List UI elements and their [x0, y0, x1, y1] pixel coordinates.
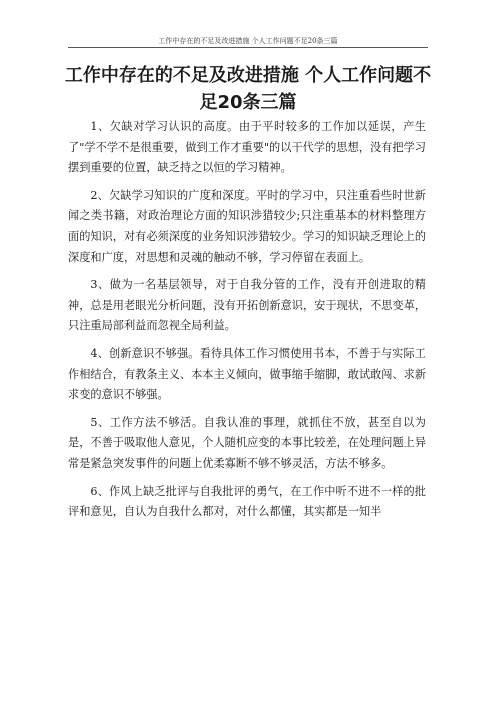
document-body — [68, 117, 426, 530]
paragraph-1: 1、欠缺对学习认识的高度。由于平时较多的工作加以延误，产生了"学不学不是很重要，做到工作才重要"的以干代学的思想，没有把学习摆到重要的位置，缺乏持之以恒的学习精神。 — [68, 120, 426, 175]
paragraph-4: 4、创新意识不够强。看待具体工作习惯使用书本，不善于与实际工作相结合，有教条主义、本本主义倾向，做事缩手缩脚，敢试敢闯、求新求变的意识不够强。 — [68, 346, 427, 402]
document-title: 工作中存在的不足及改进措施 个人工作问题不足20条三篇 — [64, 65, 432, 113]
header-divider — [68, 47, 428, 48]
running-header: 工作中存在的不足及改进措施 个人工作问题不足20条三篇 — [158, 37, 338, 45]
paragraph-2: 2、欠缺学习知识的广度和深度。平时的学习中，只注重看些时世新闻之类书籍，对政治理论方面的知识涉猎较少;只注重基本的材料整理方面的知识，对有必须深度的业务知识涉猎较少。学习的知识缺乏理论上的深度和广度，对思想和灵魂的触动不够，学习停留在表面上。 — [68, 188, 427, 264]
paragraph-3: 3、做为一名基层领导，对于自我分管的工作，没有开创进取的精神，总是用老眼光分析问题，没有开拓创新意识，安于现状，不思变革，只注重局部利益而忽视全局利益。 — [68, 278, 427, 333]
paragraph-5: 5、工作方法不够活。自我认准的事理，就抓住不放，甚至自以为是，不善于吸取他人意见，个人随机应变的本事比较差，在处理问题上异常是紧急突发事件的问题上优柔寡断不够不够灵活，方法不够多。 — [68, 415, 427, 470]
paragraph-6: 6、作风上缺乏批评与自我批评的勇气，在工作中听不进不一样的批评和意见，自认为自我什么都对，对什么都懂，其实都是一知半 — [68, 484, 426, 519]
